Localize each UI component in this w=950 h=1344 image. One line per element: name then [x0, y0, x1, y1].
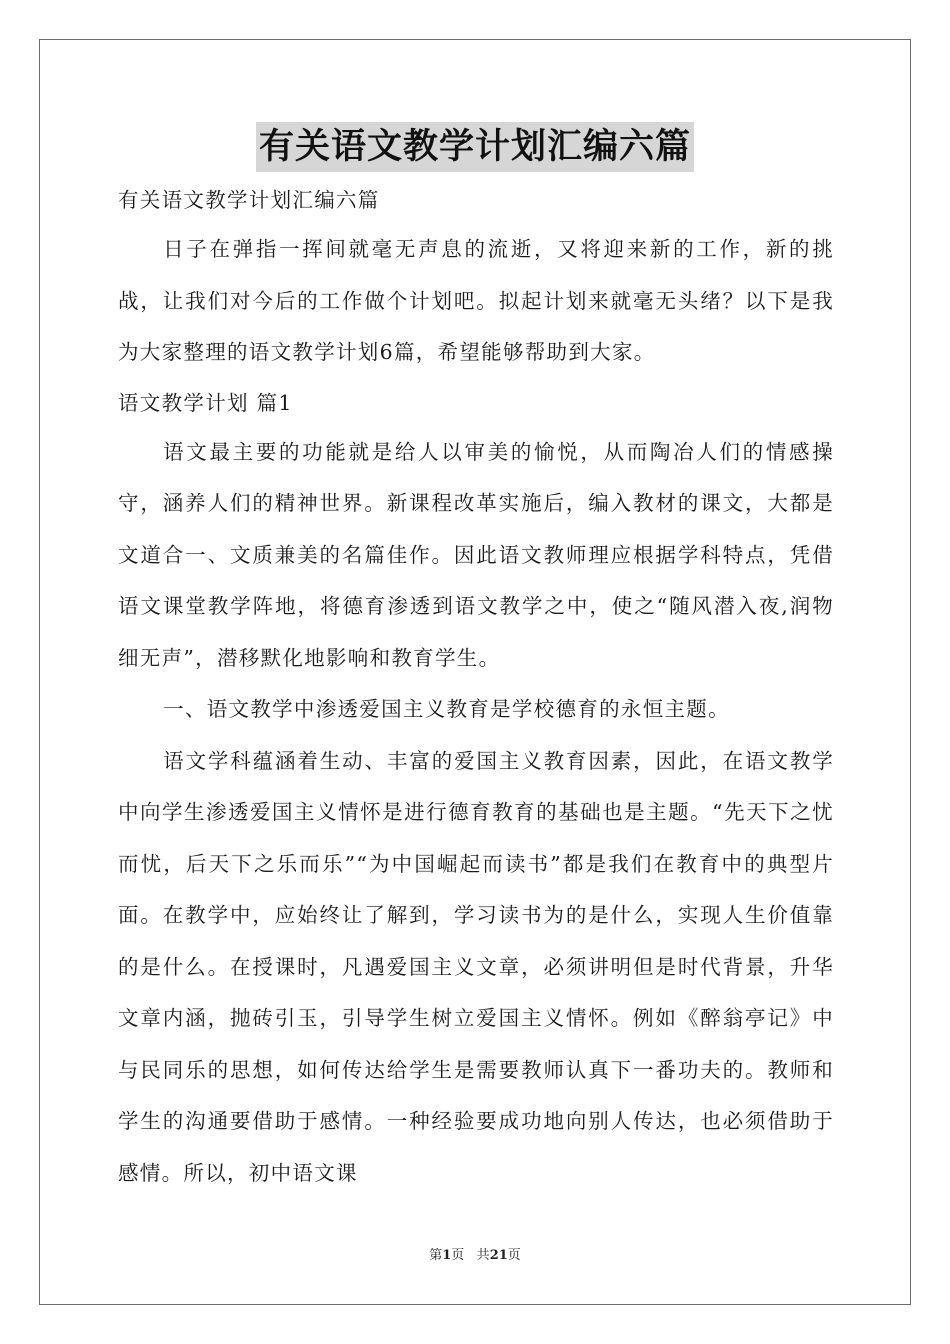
intro-paragraph: 日子在弹指一挥间就毫无声息的流逝，又将迎来新的工作，新的挑战，让我们对今后的工作做个计划吧。拟起计划来就毫无头绪？以下是我为大家整理的语文教学计划6篇，希望能够帮助到大家。 — [118, 237, 834, 364]
page-suffix: 页 — [451, 1248, 465, 1263]
body-paragraph: 一、语文教学中渗透爱国主义教育是学校德育的永恒主题。 — [163, 697, 730, 721]
page-prefix: 第 — [429, 1248, 443, 1263]
document-subtitle: 有关语文教学计划汇编六篇 — [118, 188, 380, 212]
document-body — [118, 176, 834, 1199]
document-title-wrapper — [0, 122, 950, 172]
total-prefix: 共 — [476, 1248, 490, 1263]
body-paragraph: 语文学科蕴涵着生动、丰富的爱国主义教育因素，因此，在语文教学中向学生渗透爱国主义情怀是进行德育教育的基础也是主题。“先天下之忧而忧，后天下之乐而乐”“为中国崛起而读书”都是我们在教育中的典型片面。在教学中，应始终让了解到，学习读书为的是什么，实现人生价值靠的是什么。在授课时，凡遇爱国主义文章，必须讲明但是时代背景，升华文章内涵，抛砖引玉，引导学生树立爱国主义情怀。例如《醉翁亭记》中与民同乐的思想，如何传达给学生是需要教师认真下一番功夫的。教师和学生的沟通要借助于感情。一种经验要成功地向别人传达，也必须借助于感情。所以，初中语文课 — [118, 748, 834, 1185]
body-paragraph: 语文最主要的功能就是给人以审美的愉悦，从而陶冶人们的情感操守，涵养人们的精神世界。新课程改革实施后，编入教材的课文，大都是文道合一、文质兼美的名篇佳作。因此语文教师理应根据学科特点，凭借语文课堂教学阵地，将德育渗透到语文教学之中，使之“随风潜入夜,润物细无声”，潜移默化地影响和教育学生。 — [118, 439, 834, 670]
page-number: 1 — [442, 1248, 452, 1263]
section-heading: 语文教学计划 篇1 — [118, 390, 293, 415]
total-pages: 21 — [489, 1248, 508, 1263]
page-footer — [0, 1244, 950, 1263]
total-suffix: 页 — [507, 1248, 521, 1263]
document-title: 有关语文教学计划汇编六篇 — [256, 122, 694, 172]
